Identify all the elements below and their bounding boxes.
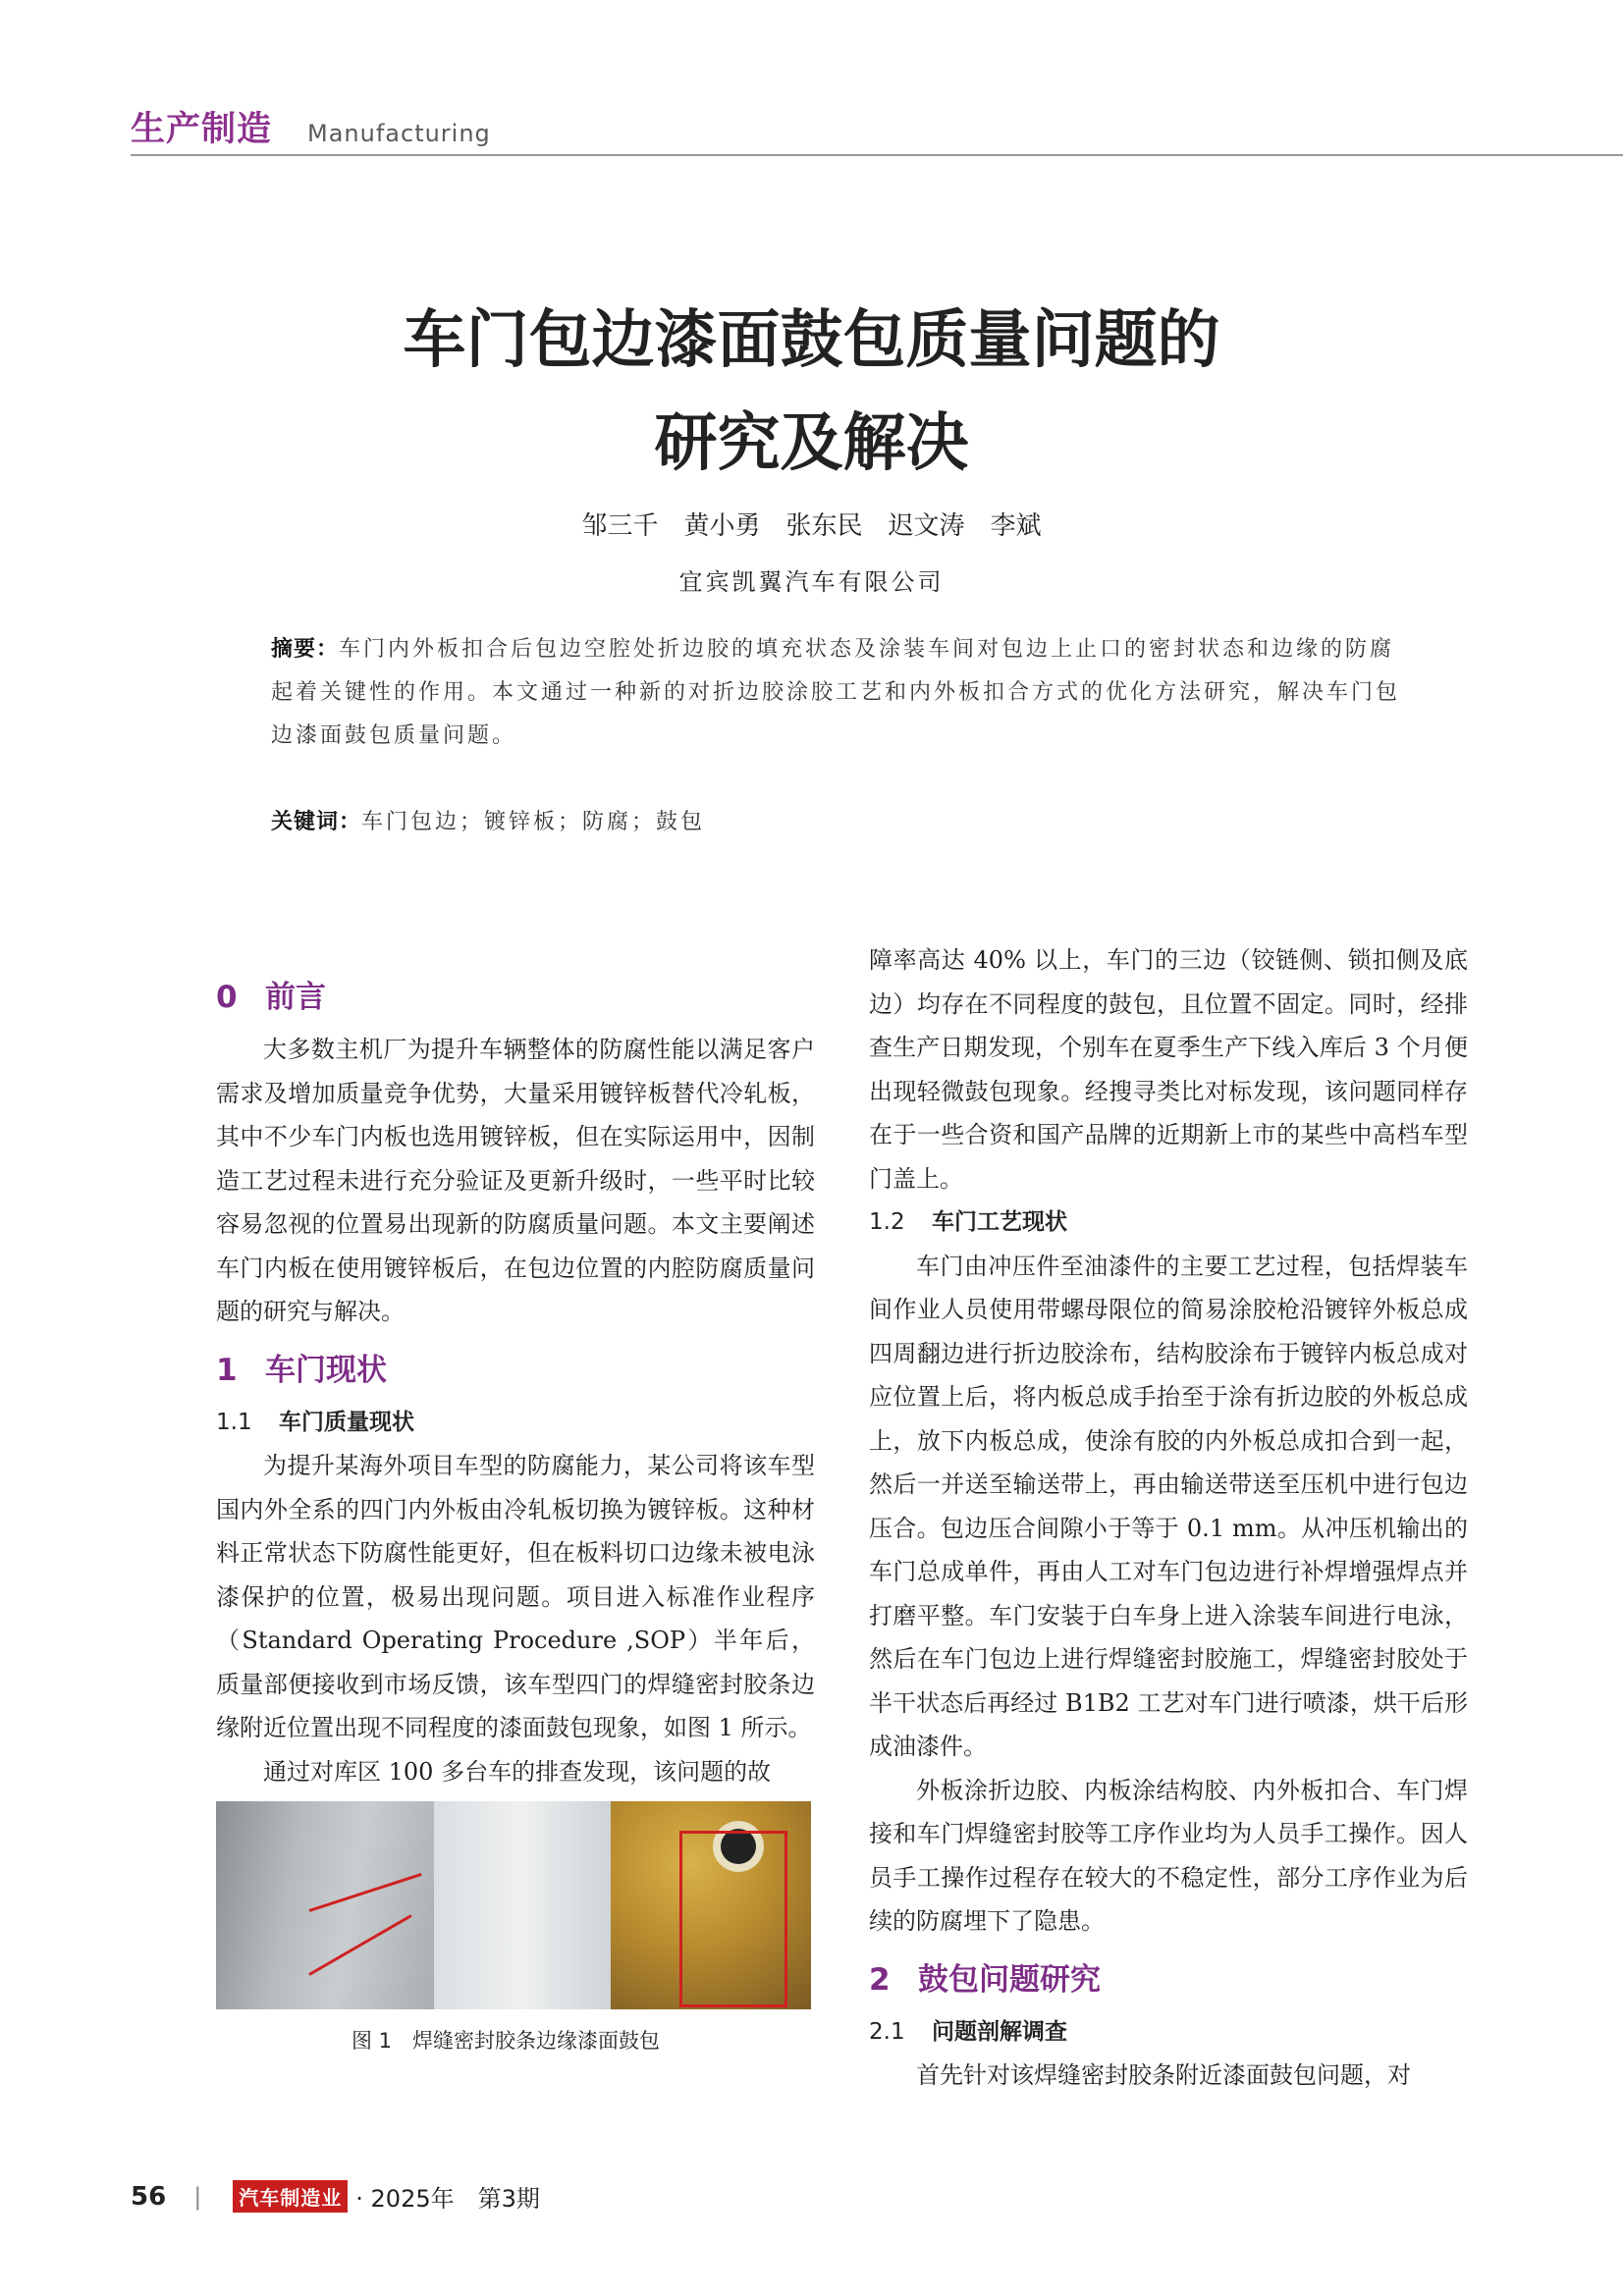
left-column — [216, 967, 815, 2063]
paragraph-continued: 障率高达 40% 以上，车门的三边（铰链侧、锁扣侧及底边）均存在不同程度的鼓包，且位置不固定。同时，经排查生产日期发现，个别车在夏季生产下线入库后 3 个月便出现轻微鼓包现象。经搜寻类比对标发现，该问题同样存在于一些合资和国产品牌的近期新上市的某些中高档车型门盖上。 — [869, 946, 1468, 1193]
paragraph-inspection: 通过对库区 100 多台车的排查发现，该问题的故 — [263, 1757, 772, 1786]
subsection-heading-1-1 — [216, 1401, 815, 1445]
footer-divider: | — [193, 2182, 202, 2211]
section-heading-1 — [216, 1340, 815, 1401]
issue-info: · 2025年 第3期 — [355, 2185, 540, 2213]
magazine-logo: 汽车制造业 — [233, 2180, 348, 2213]
right-column — [869, 938, 1468, 2098]
heading-text: 前言 — [265, 980, 326, 1015]
keywords-label: 关键词： — [271, 810, 362, 834]
authors: 邹三千 黄小勇 张东民 迟文涛 李斌 — [581, 511, 1042, 541]
paragraph-intro: 大多数主机厂为提升车辆整体的防腐性能以满足客户需求及增加质量竞争优势，大量采用镀锌板替代冷轧板，其中不少车门内板也选用镀锌板，但在实际运用中，因制造工艺过程未进行充分验证及更新升级时，一些平时比较容易忽视的位置易出现新的防腐质量问题。本文主要阐述车门内板在使用镀锌板后，在包边位置的内腔防腐质量问题的研究与解决。 — [216, 1036, 815, 1325]
heading-number: 1.1 — [216, 1409, 252, 1435]
red-arrow — [308, 1914, 411, 1976]
heading-number: 2.1 — [869, 2018, 905, 2045]
figure-caption: 图 1 焊缝密封胶条边缘漆面鼓包 — [352, 2029, 661, 2053]
heading-text: 车门工艺现状 — [932, 1209, 1067, 1235]
header-divider — [131, 154, 1623, 156]
paragraph-manual-ops: 外板涂折边胶、内板涂结构胶、内外板扣合、车门焊接和车门焊缝密封胶等工序作业均为人员手工操作。因人员手工操作过程存在较大的不稳定性，部分工序作业为后续的防腐埋下了隐患。 — [869, 1776, 1468, 1935]
keywords-text: 车门包边；镀锌板；防腐；鼓包 — [361, 810, 706, 834]
figure-photo-door-edge — [216, 1801, 434, 2009]
abstract — [271, 628, 1415, 758]
heading-number: 1.2 — [869, 1209, 905, 1235]
abstract-text: 车门内外板扣合后包边空腔处折边胶的填充状态及涂装车间对包边上止口的密封状态和边缘的防腐起着关键性的作用。本文通过一种新的对折边胶涂胶工艺和内外板扣合方式的优化方法研究，解决车门包边漆面鼓包质量问题。 — [271, 637, 1401, 748]
heading-text: 鼓包问题研究 — [918, 1961, 1101, 1998]
heading-number: 2 — [869, 1961, 891, 1998]
article-title-line2: 研究及解决 — [654, 407, 969, 480]
subsection-heading-1-2 — [869, 1201, 1468, 1245]
subsection-heading-2-1 — [869, 2010, 1468, 2055]
heading-number: 1 — [216, 1352, 238, 1388]
heading-text: 车门质量现状 — [279, 1409, 414, 1435]
highlight-box — [679, 1831, 787, 2007]
figure-1 — [216, 1801, 811, 2009]
section-heading-0 — [216, 967, 815, 1028]
affiliation: 宜宾凯翼汽车有限公司 — [678, 568, 945, 596]
section-heading-2 — [869, 1949, 1468, 2010]
figure-photo-panel — [434, 1801, 611, 2009]
heading-number: 0 — [216, 980, 238, 1015]
paragraph-quality-status: 为提升某海外项目车型的防腐能力，某公司将该车型国内外全系的四门内外板由冷轧板切换为镀锌板。这种材料正常状态下防腐性能更好，但在板料切口边缘未被电泳漆保护的位置，极易出现问题。项目进入标准作业程序（Standard Operating Procedure ,SOP）半年后，质量部便接收到市场反馈，该车型四门的焊缝密封胶条边缘附近位置出现不同程度的漆面鼓包现象，如图 1 所示。 — [216, 1452, 815, 1741]
paragraph-investigation: 首先针对该焊缝密封胶条附近漆面鼓包问题，对 — [916, 2061, 1411, 2089]
abstract-label: 摘要： — [271, 637, 340, 662]
heading-text: 问题剖解调查 — [932, 2018, 1067, 2045]
page-footer — [131, 2179, 540, 2214]
figure-photo-hinge — [611, 1801, 811, 2009]
section-title: 生产制造 — [131, 110, 273, 149]
paragraph-process: 车门由冲压件至油漆件的主要工艺过程，包括焊装车间作业人员使用带螺母限位的简易涂胶枪沿镀锌外板总成四周翻边进行折边胶涂布，结构胶涂布于镀锌内板总成对应位置上后，将内板总成手抬至于涂有折边胶的外板总成上，放下内板总成，使涂有胶的内外板总成扣合到一起，然后一并送至输送带上，再由输送带送至压机中进行包边压合。包边压合间隙小于等于 0.1 mm。从冲压机输出的车门总成单件，再由人工对车门包边进行补焊增强焊点并打磨平整。车门安装于白车身上进入涂装车间进行电泳，然后在车门包边上进行焊缝密封胶施工，焊缝密封胶处于半干状态后再经过 B1B2 工艺对车门进行喷漆，烘干后形成油漆件。 — [869, 1252, 1468, 1760]
heading-text: 车门现状 — [265, 1352, 387, 1388]
page-number: 56 — [131, 2181, 167, 2212]
keywords — [271, 805, 1415, 835]
article-title-line1: 车门包边漆面鼓包质量问题的 — [403, 304, 1220, 377]
section-title-en: Manufacturing — [307, 120, 491, 147]
red-arrow — [309, 1873, 422, 1912]
